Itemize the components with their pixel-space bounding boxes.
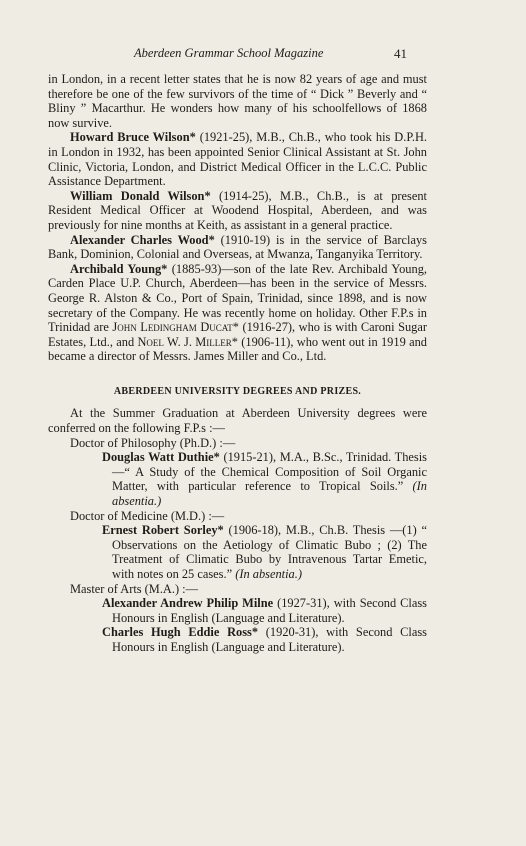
section-heading: ABERDEEN UNIVERSITY DEGREES AND PRIZES. (113, 385, 362, 397)
degree-heading-phd: Doctor of Philosophy (Ph.D.) :— (70, 435, 236, 450)
person-name: Alexander Andrew Philip Milne (102, 596, 274, 611)
person-name: Howard Bruce Wilson* (70, 130, 196, 145)
person-name: Charles Hugh Eddie Ross* (102, 625, 259, 640)
person-name: William Donald Wilson* (70, 188, 211, 203)
paragraph-archibald-young: Archibald Young* (1885-93)—son of the late Rev. Archibald Young, Carden Place U.P. Church, Aberdeen—has been in the service of Messrs. George R. Alston & Co., Port of Spain, Trinidad, since 1898, and is now secretary of the Company. He was recently home on holiday. Other F.P.s in Trinidad are John Ledingham Ducat* (1916-27), who is with Caroni Sugar Estates, Ltd., and Noel W. J. Miller* (1906-11), who went out in 1919 and became a director of Messrs. James Miller and Co., Ltd. (48, 261, 427, 364)
person-name: Archibald Young* (70, 261, 168, 276)
degree-heading-md: Doctor of Medicine (M.D.) :— (70, 508, 225, 523)
degree-entry-milne: Alexander Andrew Philip Milne (1927-31), with Second Class Honours in English (Language and Literature). (102, 596, 427, 625)
page-number: 41 (394, 46, 407, 61)
section-intro: At the Summer Graduation at Aberdeen University degrees were conferred on the following F.P.s :— (48, 406, 427, 436)
person-name: Douglas Watt Duthie* (102, 450, 220, 465)
magazine-title: Aberdeen Grammar School Magazine (134, 46, 324, 60)
person-name-smallcaps: John Ledingham Ducat (112, 320, 233, 335)
degree-entry-sorley: Ernest Robert Sorley* (1906-18), M.B., Ch.B. Thesis —(1) “ Observations on the Aetiology of Climatic Bubo ; (2) The Treatment of Climatic Bubo by Intravenous Tartar Emetic, with notes on 25 cases.” (In absentia.) (102, 523, 427, 581)
person-name: Ernest Robert Sorley* (102, 523, 224, 538)
paragraph-continuation: in London, in a recent letter states that he is now 82 years of age and must therefore be one of the few survivors of the time of “ Dick ” Beverly and “ Bliny ” Macarthur. He wonders how many of his schoolfellows of 1868 now survive. (48, 72, 427, 130)
paragraph-william-donald-wilson: William Donald Wilson* (1914-25), M.B., Ch.B., is at present Resident Medical Officer at Woodend Hospital, Aberdeen, and was previously for nine months at Keith, as assistant in a general practice. (48, 188, 427, 232)
page-body (48, 72, 427, 655)
degree-heading-ma: Master of Arts (M.A.) :— (70, 581, 199, 596)
person-name: Alexander Charles Wood* (70, 232, 215, 247)
degree-entry-ross: Charles Hugh Eddie Ross* (1920-31), with Second Class Honours in English (Language and Literature). (102, 625, 427, 654)
paragraph-alexander-charles-wood: Alexander Charles Wood* (1910-19) is in the service of Barclays Bank, Dominion, Colonial and Overseas, at Mwanza, Tanganyika Territory. (48, 232, 427, 262)
degree-entry-duthie: Douglas Watt Duthie* (1915-21), M.A., B.Sc., Trinidad. Thesis—“ A Study of the Chemical Composition of Soil Organic Matter, with particular reference to Tropical Soils.” (In absentia.) (102, 450, 427, 509)
person-name-smallcaps: Noel W. J. Miller (137, 334, 232, 349)
paragraph-howard-bruce-wilson: Howard Bruce Wilson* (1921-25), M.B., Ch.B., who took his D.P.H. in London in 1932, has been appointed Senior Clinical Assistant at St. John Clinic, Victoria, London, and District Medical Officer in the L.C.C. Public Assistance Department. (48, 130, 427, 189)
